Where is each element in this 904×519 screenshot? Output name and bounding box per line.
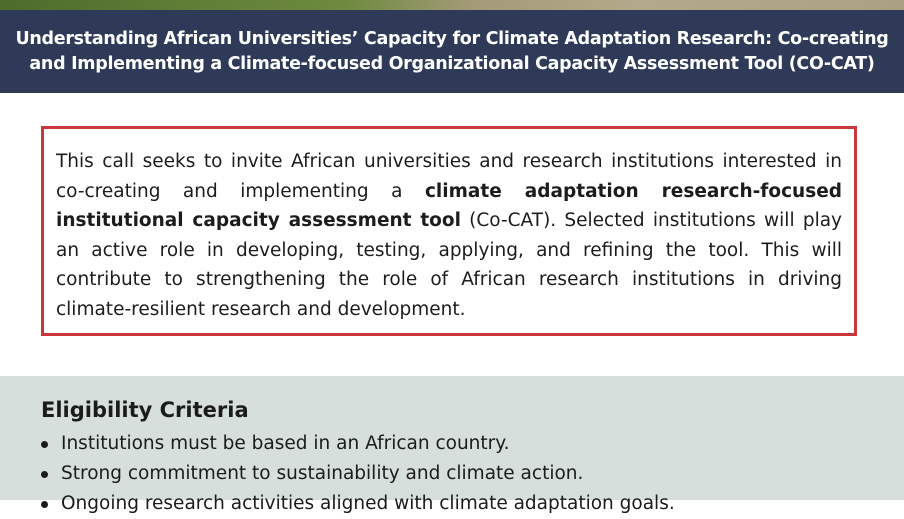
call-description-box (41, 126, 857, 336)
eligibility-item (41, 429, 675, 459)
bullet-icon (41, 501, 48, 508)
header-photo-strip (0, 0, 904, 10)
eligibility-item (41, 489, 675, 519)
page-title: Understanding African Universities’ Capacity for Climate Adaptation Research: Co-creating and Implementing a Climate-focused Organizational Capacity Assessment Tool (CO-CAT) (15, 28, 889, 74)
call-text-intro: This call seeks to invite African universities and research institutions interested in co-creating and implementing a (56, 151, 842, 202)
eligibility-item-text: Strong commitment to sustainability and climate action. (61, 463, 584, 484)
eligibility-section (0, 376, 904, 514)
eligibility-list (41, 429, 675, 519)
eligibility-item-text: Ongoing research activities aligned with climate adaptation goals. (61, 493, 675, 514)
bullet-icon (41, 441, 48, 448)
eligibility-item (41, 459, 675, 489)
call-text-emphasis: climate adaptation research-focused institutional capacity assessment tool (56, 180, 843, 232)
call-description (56, 147, 842, 325)
title-banner (0, 10, 904, 93)
eligibility-item-text: Institutions must be based in an African country. (61, 433, 510, 454)
bullet-icon (41, 471, 48, 478)
call-text-rest: (Co-CAT). Selected institutions will play an active role in developing, testing, applying, and refining the tool. This will contribute to strengthening the role of African research institutions in driving climate-resilient research and development. (56, 210, 842, 320)
eligibility-heading: Eligibility Criteria (41, 398, 249, 422)
